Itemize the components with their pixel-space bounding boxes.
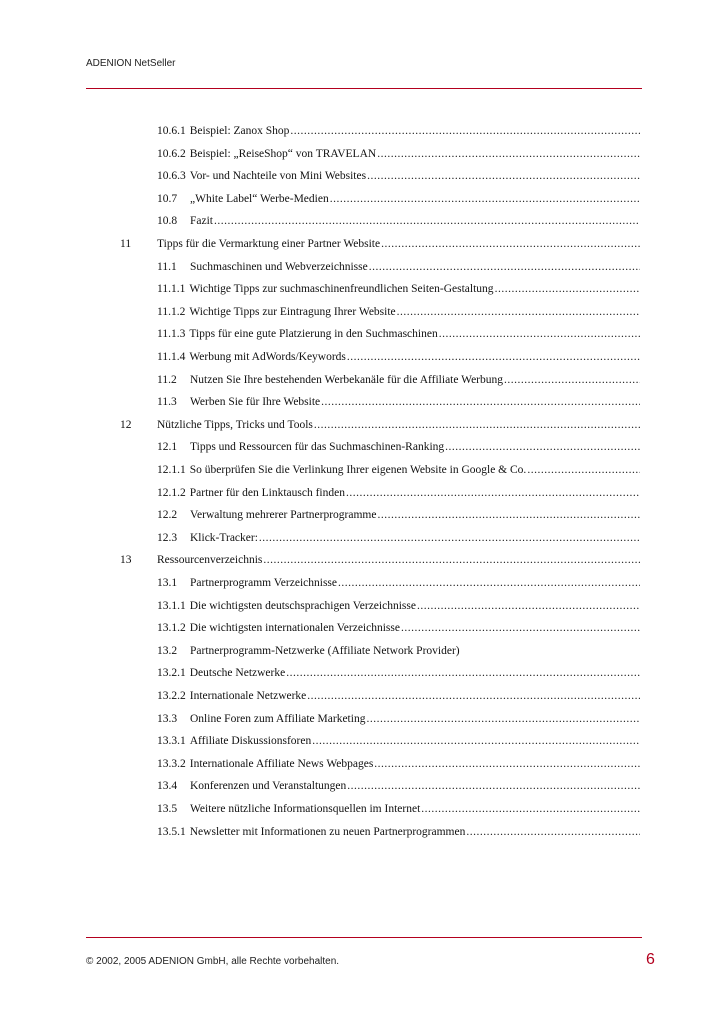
toc-dot-leader <box>338 575 640 591</box>
toc-entry-number: 10.6.2 <box>157 148 186 160</box>
toc-dot-leader <box>377 146 640 162</box>
toc-entry[interactable] <box>157 824 640 840</box>
toc-entry-number: 13.1.1 <box>157 600 186 612</box>
toc-entry[interactable] <box>157 439 640 455</box>
toc-dot-leader <box>421 801 640 817</box>
toc-entry[interactable] <box>157 349 640 365</box>
toc-entry-number: 13.3 <box>157 713 178 725</box>
toc-entry[interactable] <box>157 168 640 184</box>
toc-entry-number: 10.7 <box>157 193 178 205</box>
toc-dot-leader <box>259 530 640 546</box>
toc-entry[interactable] <box>157 281 640 297</box>
toc-entry[interactable] <box>157 801 640 817</box>
toc-entry[interactable] <box>157 394 640 410</box>
toc-entry-number: 13.1.2 <box>157 622 186 634</box>
toc-chapter-number: 13 <box>120 554 132 566</box>
toc-entry[interactable] <box>157 462 640 478</box>
toc-entry-title: Deutsche Netzwerke <box>189 667 286 679</box>
toc-entry-title: Internationale Netzwerke <box>189 690 307 702</box>
toc-entry[interactable] <box>157 507 640 523</box>
toc-dot-leader <box>286 665 640 681</box>
toc-dot-leader <box>214 213 640 229</box>
toc-dot-leader <box>263 552 640 568</box>
toc-entry-title: Partnerprogramm Verzeichnisse <box>190 577 338 589</box>
toc-entry[interactable] <box>157 711 640 727</box>
toc-entry-title: Partnerprogramm-Netzwerke (Affiliate Network Provider) <box>190 645 460 657</box>
toc-entry-title: Partner für den Linktausch finden <box>189 487 345 499</box>
toc-entry[interactable] <box>157 304 640 320</box>
toc-dot-leader <box>445 439 640 455</box>
toc-entry[interactable] <box>157 123 640 139</box>
toc-entry-title: Verwaltung mehrerer Partnerprogramme <box>190 509 377 521</box>
toc-dot-leader <box>381 236 640 252</box>
toc-entry-title: Online Foren zum Affiliate Marketing <box>190 713 366 725</box>
toc-entry-title: Die wichtigsten deutschsprachigen Verzeichnisse <box>189 600 416 612</box>
toc-entry-number: 10.8 <box>157 215 178 227</box>
toc-entry[interactable] <box>157 191 640 207</box>
toc-entry-title: „White Label“ Werbe-Medien <box>190 193 329 205</box>
toc-entry-number: 12.3 <box>157 532 178 544</box>
toc-dot-leader <box>527 462 640 478</box>
toc-dot-leader <box>366 711 640 727</box>
toc-entry-number: 11.1.4 <box>157 351 186 363</box>
toc-dot-leader <box>290 123 640 139</box>
page-number: 6 <box>646 951 655 968</box>
toc-entry-title: Vor- und Nachteile von Mini Websites <box>189 170 367 182</box>
toc-entry-number: 10.6.3 <box>157 170 186 182</box>
toc-entry[interactable] <box>157 756 640 772</box>
toc-entry-title: Internationale Affiliate News Webpages <box>189 758 374 770</box>
toc-entry[interactable] <box>157 259 640 275</box>
footer-rule <box>86 937 642 938</box>
toc-entry-title: Nützliche Tipps, Tricks und Tools <box>157 419 313 431</box>
toc-dot-leader <box>369 259 640 275</box>
toc-entry-number: 11.1.2 <box>157 306 186 318</box>
toc-entry-number: 12.1.2 <box>157 487 186 499</box>
toc-entry-title: Fazit <box>190 215 213 227</box>
toc-entry[interactable] <box>157 575 640 591</box>
toc-entry-number: 11.2 <box>157 374 177 386</box>
toc-entry-title: Suchmaschinen und Webverzeichnisse <box>190 261 368 273</box>
toc-entry-title: Konferenzen und Veranstaltungen <box>190 780 347 792</box>
toc-entry-title: Klick-Tracker: <box>190 532 258 544</box>
toc-entry[interactable] <box>157 417 640 433</box>
toc-dot-leader <box>439 326 640 342</box>
header-rule <box>86 88 642 89</box>
toc-entry-number: 13.2 <box>157 645 178 657</box>
toc-entry[interactable] <box>157 778 640 794</box>
toc-entry-title: Werbung mit AdWords/Keywords <box>189 351 346 363</box>
footer-copyright: © 2002, 2005 ADENION GmbH, alle Rechte vorbehalten. <box>86 956 340 967</box>
toc-dot-leader <box>397 304 640 320</box>
toc-entry[interactable] <box>157 643 640 659</box>
toc-entry-number: 11.3 <box>157 396 177 408</box>
toc-entry[interactable] <box>157 530 640 546</box>
toc-dot-leader <box>377 507 640 523</box>
toc-dot-leader <box>321 394 640 410</box>
toc-entry[interactable] <box>157 485 640 501</box>
toc-dot-leader <box>347 349 640 365</box>
toc-entry-number: 11.1.1 <box>157 283 186 295</box>
toc-dot-leader <box>346 485 640 501</box>
toc-entry-number: 11.1.3 <box>157 328 186 340</box>
toc-entry[interactable] <box>157 552 640 568</box>
toc-entry-title: Nutzen Sie Ihre bestehenden Werbekanäle für die Affiliate Werbung <box>190 374 504 386</box>
header-title: ADENION NetSeller <box>86 58 176 69</box>
toc-entry-number: 13.3.2 <box>157 758 186 770</box>
toc-entry[interactable] <box>157 665 640 681</box>
toc-dot-leader <box>367 168 640 184</box>
toc-dot-leader <box>417 598 640 614</box>
toc-chapter-number: 12 <box>120 419 132 431</box>
toc-dot-leader <box>466 824 640 840</box>
toc-entry-number: 13.5 <box>157 803 178 815</box>
toc-entry-title: Wichtige Tipps zur Eintragung Ihrer Website <box>189 306 396 318</box>
toc-entry-number: 13.5.1 <box>157 826 186 838</box>
toc-entry[interactable] <box>157 372 640 388</box>
toc-entry-number: 13.2.1 <box>157 667 186 679</box>
toc-entry-number: 11.1 <box>157 261 177 273</box>
toc-entry-number: 10.6.1 <box>157 125 186 137</box>
toc-dot-leader <box>312 733 640 749</box>
toc-dot-leader <box>330 191 640 207</box>
toc-entry[interactable] <box>157 213 640 229</box>
toc-entry-number: 13.3.1 <box>157 735 186 747</box>
toc-entry-title: Newsletter mit Informationen zu neuen Partnerprogrammen <box>189 826 466 838</box>
toc-entry-number: 12.1.1 <box>157 464 186 476</box>
toc-dot-leader <box>314 417 640 433</box>
toc-dot-leader <box>307 688 640 704</box>
toc-entry-title: Tipps und Ressourcen für das Suchmaschinen-Ranking <box>190 441 445 453</box>
toc-entry-title: Beispiel: Zanox Shop <box>189 125 290 137</box>
toc-entry[interactable] <box>157 598 640 614</box>
toc-entry-title: Affiliate Diskussionsforen <box>189 735 312 747</box>
toc-entry-title: Die wichtigsten internationalen Verzeichnisse <box>189 622 400 634</box>
toc-entry-title: Tipps für eine gute Platzierung in den Suchmaschinen <box>189 328 438 340</box>
toc-entry-title: Wichtige Tipps zur suchmaschinenfreundlichen Seiten-Gestaltung <box>189 283 494 295</box>
toc-entry-title: Werben Sie für Ihre Website <box>190 396 321 408</box>
toc-dot-leader <box>374 756 640 772</box>
toc-dot-leader <box>401 620 640 636</box>
toc-entry-title: So überprüfen Sie die Verlinkung Ihrer eigenen Website in Google & Co. <box>189 464 527 476</box>
toc-dot-leader <box>347 778 640 794</box>
toc-entry[interactable] <box>157 733 640 749</box>
toc-dot-leader <box>495 281 640 297</box>
toc-entry-title: Weitere nützliche Informationsquellen im Internet <box>190 803 421 815</box>
toc-entry-number: 13.2.2 <box>157 690 186 702</box>
toc-chapter-number: 11 <box>120 238 132 250</box>
toc-entry[interactable] <box>157 688 640 704</box>
toc-entry-number: 12.1 <box>157 441 178 453</box>
toc-entry[interactable] <box>157 326 640 342</box>
toc-entry-number: 13.1 <box>157 577 178 589</box>
toc-entry[interactable] <box>157 236 640 252</box>
toc-entry[interactable] <box>157 620 640 636</box>
toc-entry-number: 13.4 <box>157 780 178 792</box>
toc-dot-leader <box>504 372 640 388</box>
toc-entry[interactable] <box>157 146 640 162</box>
toc-entry-title: Tipps für die Vermarktung einer Partner Website <box>157 238 381 250</box>
toc-entry-title: Ressourcenverzeichnis <box>157 554 263 566</box>
toc-entry-number: 12.2 <box>157 509 178 521</box>
toc-entry-title: Beispiel: „ReiseShop“ von TRAVELAN <box>189 148 377 160</box>
